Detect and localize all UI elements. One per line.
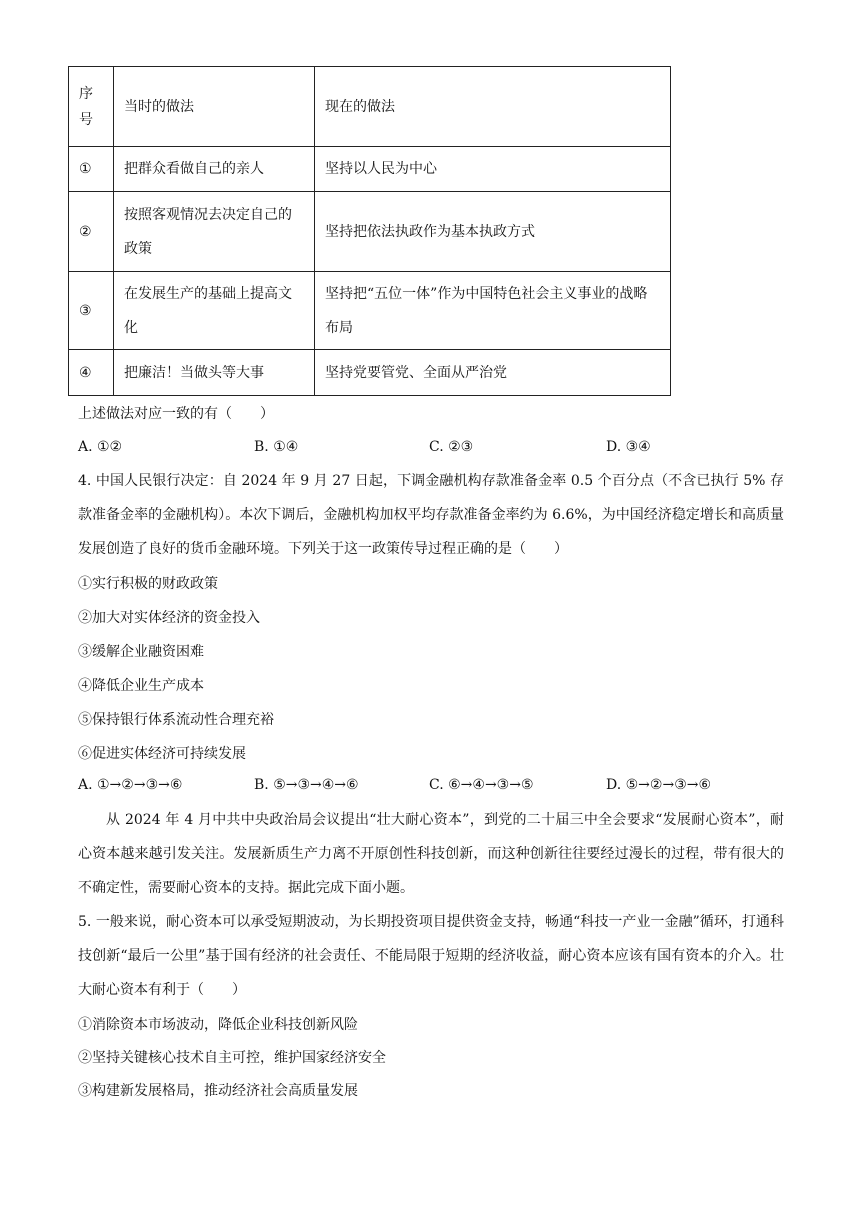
q3-option-b[interactable]: B. ①④ bbox=[254, 439, 299, 455]
row-now: 坚持以人民为中心 bbox=[315, 147, 671, 192]
reading-material: 从 2024 年 4 月中共中央政治局会议提出“壮大耐心资本”，到党的二十届三中全会要求“发展耐心资本”，耐心资本越来越引发关注。发展新质生产力离不开原创性科技创新，而这种创新往往要经过漫长的过程，带有很大的不确定性，需要耐心资本的支持。据此完成下面小题。 bbox=[78, 812, 784, 896]
row-then: 把群众看做自己的亲人 bbox=[114, 147, 315, 192]
q5-item: ②坚持关键核心技术自主可控，维护国家经济安全 bbox=[78, 1050, 386, 1066]
row-now: 坚持把“五位一体”作为中国特色社会主义事业的战略布局 bbox=[315, 272, 671, 350]
q5-item: ①消除资本市场波动，降低企业科技创新风险 bbox=[78, 1017, 358, 1033]
q4-item: ④降低企业生产成本 bbox=[78, 678, 204, 694]
row-number: ③ bbox=[69, 272, 114, 350]
header-now: 现在的做法 bbox=[315, 67, 671, 147]
q4-item: ②加大对实体经济的资金投入 bbox=[78, 610, 260, 626]
q4-stem: 4. 中国人民银行决定：自 2024 年 9 月 27 日起，下调金融机构存款准备金率 0.5 个百分点（不含已执行 5% 存款准备金率的金融机构）。本次下调后，金融机构加权平均存款准备金率约为 6.6%，为中国经济稳定增长和高质量发展创造了良好的货币金融环境。下列关于这一政策传导过程正确的是（ ） bbox=[78, 473, 784, 557]
row-then: 按照客观情况去决定自己的政策 bbox=[114, 192, 315, 272]
header-then: 当时的做法 bbox=[114, 67, 315, 147]
q3-stem: 上述做法对应一致的有（ ） bbox=[78, 406, 274, 422]
q4-options bbox=[78, 777, 784, 797]
q4-item: ⑤保持银行体系流动性合理充裕 bbox=[78, 712, 274, 728]
q4-option-a[interactable]: A. ①→②→③→⑥ bbox=[78, 777, 183, 793]
row-number: ④ bbox=[69, 350, 114, 396]
row-then: 在发展生产的基础上提高文化 bbox=[114, 272, 315, 350]
q5-item: ③构建新发展格局，推动经济社会高质量发展 bbox=[78, 1083, 358, 1099]
table-row bbox=[69, 350, 671, 396]
table-row bbox=[69, 192, 671, 272]
practice-comparison-table bbox=[68, 66, 671, 396]
row-now: 坚持党要管党、全面从严治党 bbox=[315, 350, 671, 396]
row-now: 坚持把依法执政作为基本执政方式 bbox=[315, 192, 671, 272]
q4-item: ①实行积极的财政政策 bbox=[78, 576, 218, 592]
q4-option-c[interactable]: C. ⑥→④→③→⑤ bbox=[429, 777, 534, 793]
q3-option-c[interactable]: C. ②③ bbox=[429, 439, 474, 455]
table-row bbox=[69, 147, 671, 192]
row-number: ② bbox=[69, 192, 114, 272]
q4-option-b[interactable]: B. ⑤→③→④→⑥ bbox=[254, 777, 359, 793]
q3-option-a[interactable]: A. ①② bbox=[78, 439, 123, 455]
q5-stem: 5. 一般来说，耐心资本可以承受短期波动，为长期投资项目提供资金支持，畅通“科技一产业一金融”循环，打通科技创新“最后一公里”基于国有经济的社会责任、不能局限于短期的经济收益，耐心资本应该有国有资本的介入。壮大耐心资本有利于（ ） bbox=[78, 914, 784, 998]
row-then: 把廉洁！当做头等大事 bbox=[114, 350, 315, 396]
row-number: ① bbox=[69, 147, 114, 192]
q4-option-d[interactable]: D. ⑤→②→③→⑥ bbox=[606, 777, 712, 793]
table-row bbox=[69, 272, 671, 350]
q3-option-d[interactable]: D. ③④ bbox=[606, 439, 651, 455]
q3-options bbox=[78, 439, 784, 459]
q4-item: ③缓解企业融资困难 bbox=[78, 644, 204, 660]
header-number: 序号 bbox=[69, 67, 114, 147]
table-header-row bbox=[69, 67, 671, 147]
q4-item: ⑥促进实体经济可持续发展 bbox=[78, 746, 246, 762]
